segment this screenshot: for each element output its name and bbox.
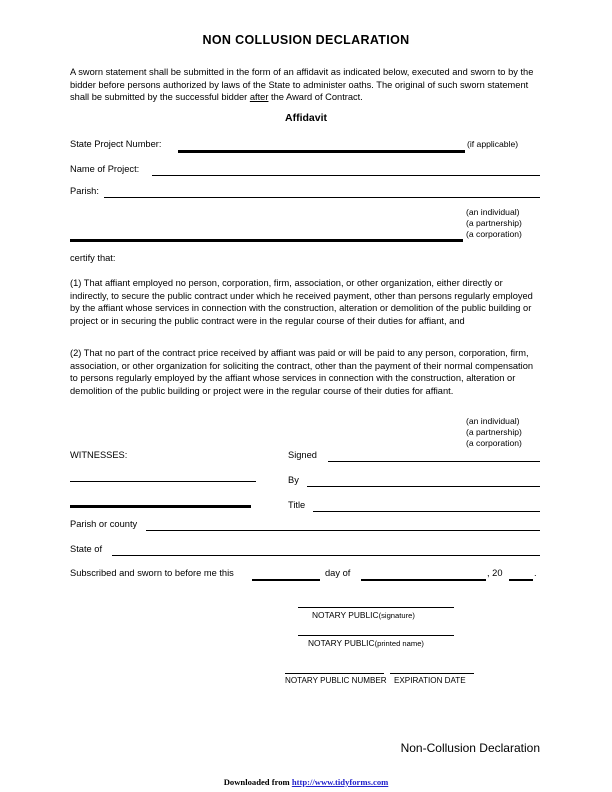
declarant-name-input-rule[interactable] [70, 239, 463, 242]
state-project-number-input-rule[interactable] [178, 150, 465, 153]
notary-printed-caption-main: NOTARY PUBLIC [308, 638, 375, 648]
page-title: NON COLLUSION DECLARATION [202, 33, 410, 47]
intro-emphasis-after: after [249, 92, 269, 103]
parish-or-county-input-rule[interactable] [146, 530, 540, 531]
signed-label: Signed [288, 450, 317, 460]
signed-input-rule[interactable] [328, 461, 540, 462]
by-input-rule[interactable] [307, 486, 540, 487]
notary-printed-name-caption [308, 638, 424, 648]
year-prefix-label: , 20 [487, 568, 503, 578]
state-of-label: State of [70, 544, 103, 554]
clause-1-paragraph: (1) That affiant employed no person, corporation, firm, association, or other organization, either directly or indirectly, to secure the public contract under which he received payment, other than persons regularly employed by the affiant whose services in connection with the construction, alteration or demolition of the public building or project or in securing the public contract were in the regular course of their duties for affiant, and [70, 278, 533, 326]
intro-paragraph [70, 66, 540, 104]
notary-expiration-caption: EXPIRATION DATE [394, 676, 466, 685]
entity-option-corporation-bottom: (a corporation) [466, 438, 522, 448]
intro-text-part2: the Award of Contract. [268, 92, 363, 103]
entity-option-corporation-top: (a corporation) [466, 229, 522, 239]
certify-label: certify that: [70, 253, 116, 263]
notary-expiration-input-rule[interactable] [390, 673, 474, 674]
notary-signature-input-rule[interactable] [298, 607, 454, 608]
by-label: By [288, 475, 299, 485]
downloaded-from-line [0, 777, 612, 787]
name-of-project-label: Name of Project: [70, 164, 140, 174]
state-of-input-rule[interactable] [112, 555, 540, 556]
tidyforms-url-link[interactable]: http://www.tidyforms.com [291, 777, 389, 787]
witness-2-input-rule[interactable] [70, 505, 251, 508]
subscribed-year-input-rule[interactable] [509, 579, 533, 581]
intro-text-part1: A sworn statement shall be submitted in the form of an affidavit as indicated below, executed and sworn to by the bidder before persons authorized by laws of the State to administer oaths. The original of such sworn statement shall be submitted by the successful bidder [70, 67, 534, 103]
title-input-rule[interactable] [313, 511, 540, 512]
entity-option-partnership-bottom: (a partnership) [466, 427, 522, 437]
witnesses-label: WITNESSES: [70, 450, 128, 460]
notary-printed-caption-sub: (printed name) [374, 639, 424, 648]
state-project-number-label: State Project Number: [70, 139, 162, 149]
notary-number-caption: NOTARY PUBLIC NUMBER [285, 676, 387, 685]
title-label: Title [288, 500, 306, 510]
subscribed-label: Subscribed and sworn to before me this [70, 568, 234, 578]
downloaded-from-label: Downloaded from [223, 777, 292, 787]
notary-printed-name-input-rule[interactable] [298, 635, 454, 636]
entity-option-individual-bottom: (an individual) [466, 416, 520, 426]
parish-input-rule[interactable] [104, 197, 540, 198]
state-project-number-note: (if applicable) [467, 139, 519, 149]
year-suffix-label: . [534, 568, 537, 578]
notary-signature-caption-main: NOTARY PUBLIC [312, 610, 379, 620]
notary-signature-caption-sub: (signature) [378, 611, 415, 620]
parish-or-county-label: Parish or county [70, 519, 138, 529]
clause-2-paragraph: (2) That no part of the contract price received by affiant was paid or will be paid to any person, corporation, firm, association, or other organization for soliciting the contract, other than the payment of their normal compensation to persons regularly employed by the affiant whose services in connection with the construction, alteration or demolition of the public building or project were in the regular course of their duties for affiant. [70, 348, 534, 396]
parish-label: Parish: [70, 186, 99, 196]
notary-signature-caption [312, 610, 415, 620]
notary-number-input-rule[interactable] [285, 673, 384, 674]
subscribed-month-input-rule[interactable] [361, 579, 486, 581]
affidavit-heading: Affidavit [285, 112, 327, 124]
witness-1-input-rule[interactable] [70, 481, 256, 482]
entity-option-individual-top: (an individual) [466, 207, 520, 217]
footer-form-name: Non-Collusion Declaration [400, 741, 540, 755]
entity-option-partnership-top: (a partnership) [466, 218, 522, 228]
subscribed-day-input-rule[interactable] [252, 579, 320, 581]
day-of-label: day of [325, 568, 351, 578]
name-of-project-input-rule[interactable] [152, 175, 540, 176]
